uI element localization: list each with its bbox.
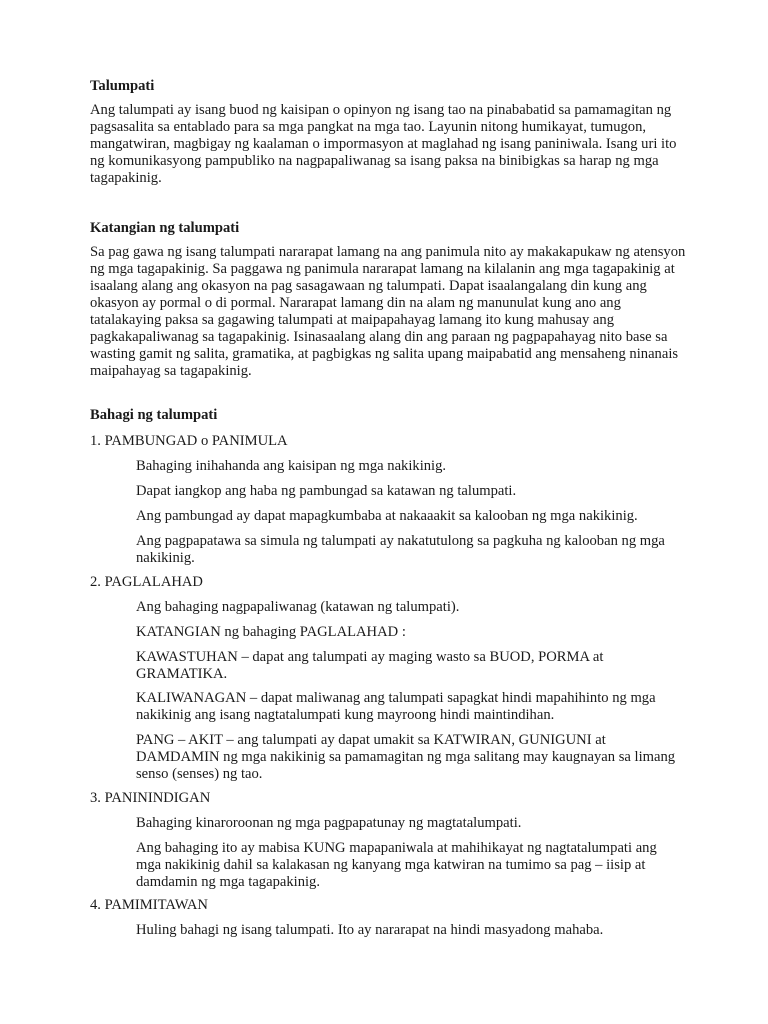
list-item: Ang bahaging nagpapaliwanag (katawan ng talumpati). bbox=[136, 599, 460, 615]
list-item: KATANGIAN ng bahaging PAGLALAHAD : bbox=[136, 624, 406, 640]
paragraph-katangian: Sa pag gawa ng isang talumpati nararapat lamang na ang panimula nito ay makakapukaw ng atensyon ng mga tagapakinig. Sa paggawa ng panimula nararapat lamang na kilalanin ang mga tagapakinig at isaalang alang ang okasyon na pag sasagawaan ng talumpati. Dapat isaalangalang din kung ang okasyon ay pormal o di pormal. Nararapat lamang din na alam ng manunulat kung ano ang tatalakaying paksa sa gagawing talumpati at maipapahayag lamang ito kung mahusay ang pagkakapaliwanag sa tagapakinig. Isinasaalang alang din ang paraan ng pagpapahayag nito base sa wasting gamit ng salita, gramatika, at pagbigkas ng salita upang maipabatid ang mensaheng ninanais maipahayag sa tagapakinig. bbox=[90, 244, 686, 379]
list-item: Bahaging inihahanda ang kaisipan ng mga nakikinig. bbox=[136, 458, 447, 474]
list-item: Ang bahaging ito ay mabisa KUNG mapapaniwala at mahihikayat ng nagtatalumpati ang mga nakikinig dahil sa kalakasan ng kanyang mga katwiran na tumimo sa pag – iisip at damdamin ng mga tagapakinig. bbox=[136, 840, 657, 890]
heading-bahagi: Bahagi ng talumpati bbox=[90, 407, 218, 423]
list-item: Dapat iangkop ang haba ng pambungad sa katawan ng talumpati. bbox=[136, 483, 517, 499]
list-item: Ang pambungad ay dapat mapagkumbaba at nakaaakit sa kalooban ng mga nakikinig. bbox=[136, 508, 638, 524]
list-item: KAWASTUHAN – dapat ang talumpati ay maging wasto sa BUOD, PORMA at GRAMATIKA. bbox=[136, 649, 604, 682]
part-title-paninindigan: 3. PANININDIGAN bbox=[90, 790, 211, 806]
list-item: Huling bahagi ng isang talumpati. Ito ay nararapat na hindi masyadong mahaba. bbox=[136, 922, 604, 938]
list-item: KALIWANAGAN – dapat maliwanag ang talumpati sapagkat hindi mapahihinto ng mga nakikinig ang isang nagtatalumpati kung mayroong hindi maintindihan. bbox=[136, 690, 656, 723]
heading-katangian: Katangian ng talumpati bbox=[90, 220, 240, 236]
paragraph-talumpati: Ang talumpati ay isang buod ng kaisipan o opinyon ng isang tao na pinababatid sa pamamagitan ng pagsasalita sa entablado para sa mga pangkat na mga tao. Layunin nitong humikayat, tumugon, mangatwiran, magbigay ng kaalaman o impormasyon at maglahad ng isang paniniwala. Isang uri ito ng komunikasyong pampubliko na nagpapaliwanag sa isang paksa na binibigkas sa harap ng mga tagapakinig. bbox=[90, 102, 677, 186]
heading-talumpati: Talumpati bbox=[90, 78, 155, 94]
list-item: Ang pagpapatawa sa simula ng talumpati ay nakatutulong sa pagkuha ng kalooban ng mga nakikinig. bbox=[136, 533, 665, 566]
part-title-pamimitawan: 4. PAMIMITAWAN bbox=[90, 897, 208, 913]
part-title-pambungad: 1. PAMBUNGAD o PANIMULA bbox=[90, 433, 288, 449]
part-title-paglalahad: 2. PAGLALAHAD bbox=[90, 574, 203, 590]
list-item: Bahaging kinaroroonan ng mga pagpapatunay ng magtatalumpati. bbox=[136, 815, 522, 831]
list-item: PANG – AKIT – ang talumpati ay dapat umakit sa KATWIRAN, GUNIGUNI at DAMDAMIN ng mga nakikinig sa pamamagitan ng mga salitang may kaugnayan sa limang senso (senses) ng tao. bbox=[136, 732, 676, 782]
